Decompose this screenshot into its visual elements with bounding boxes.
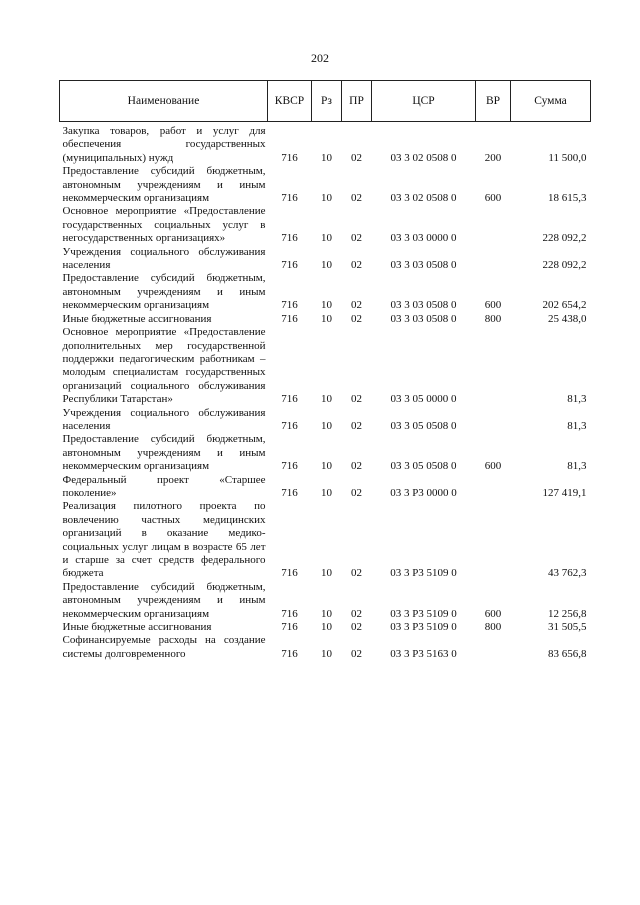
row-pr: 02 [351,647,362,660]
row-vr: 600 [484,192,502,205]
row-sum: 11 500,0 [548,151,587,164]
row-pr: 02 [351,312,362,325]
row-name: Предоставление субсидий бюджетным, автономным учреждениям и иным некоммерческим организациям [62,272,266,312]
row-rz: 10 [321,460,332,473]
row-kvsr: 716 [281,299,298,312]
row-name: Предоставление субсидий бюджетным, автономным учреждениям и иным некоммерческим организациям [62,433,266,473]
row-pr: 02 [351,607,362,620]
row-sum: 31 505,5 [548,621,587,634]
row-kvsr: 716 [281,259,298,272]
row-rz: 10 [321,621,332,634]
row-name: Учреждения социального обслуживания населения [62,406,266,432]
table-row [60,621,591,634]
row-csr: 03 3 05 0508 0 [390,419,457,432]
table-row [60,246,591,273]
row-pr: 02 [351,259,362,272]
row-vr [476,407,511,434]
row-sum: 25 438,0 [548,312,587,325]
table-row [60,326,591,406]
row-csr: 03 3 05 0508 0 [390,460,457,473]
row-csr: 03 3 Р3 5163 0 [390,647,457,660]
row-pr: 02 [351,151,362,164]
row-vr: 600 [484,607,502,620]
row-kvsr: 716 [281,460,298,473]
row-pr: 02 [351,486,362,499]
budget-table [59,80,591,661]
row-vr [476,500,511,580]
row-rz: 10 [321,151,332,164]
row-csr: 03 3 03 0508 0 [390,312,457,325]
table-row [60,122,591,166]
row-rz: 10 [321,567,332,580]
row-kvsr: 716 [281,312,298,325]
row-vr [476,205,511,245]
row-rz: 10 [321,647,332,660]
table-row [60,407,591,434]
row-vr: 600 [484,460,502,473]
row-rz: 10 [321,232,332,245]
row-rz: 10 [321,259,332,272]
row-pr: 02 [351,621,362,634]
row-rz: 10 [321,486,332,499]
table-row [60,433,591,473]
row-kvsr: 716 [281,607,298,620]
row-kvsr: 716 [281,192,298,205]
row-sum: 43 762,3 [548,567,587,580]
row-kvsr: 716 [281,486,298,499]
row-name: Закупка товаров, работ и услуг для обеспечения государственных (муниципальных) нужд [62,125,266,164]
row-name: Предоставление субсидий бюджетным, автономным учреждениям и иным некоммерческим организациям [62,165,266,205]
row-kvsr: 716 [281,232,298,245]
row-sum: 202 654,2 [542,299,587,312]
page-number: 202 [311,51,329,65]
row-vr [476,474,511,501]
row-name: Реализация пилотного проекта по вовлечению частных медицинских организаций в оказание медико-социальных услуг лицам в возрасте 65 лет и старше за счет средств федерального бюджета [62,500,266,580]
table-row [60,272,591,312]
row-name: Предоставление субсидий бюджетным, автономным учреждениям и иным некоммерческим организациям [62,580,266,620]
row-kvsr: 716 [281,567,298,580]
table-row [60,474,591,501]
header-vr: ВР [476,81,511,122]
row-sum: 18 615,3 [548,192,587,205]
header-kvsr: КВСР [268,81,312,122]
row-sum: 81,3 [567,460,587,473]
row-name: Учреждения социального обслуживания населения [62,245,266,272]
row-sum: 12 256,8 [548,607,587,620]
row-sum: 81,3 [567,419,587,432]
row-vr [476,634,511,661]
row-kvsr: 716 [281,419,298,432]
header-sum: Сумма [511,81,591,122]
header-name: Наименование [60,81,268,122]
row-pr: 02 [351,232,362,245]
row-csr: 03 3 Р3 5109 0 [390,607,457,620]
table-row [60,581,591,621]
row-kvsr: 716 [281,151,298,164]
row-vr [476,326,511,406]
row-name: Иные бюджетные ассигнования [62,312,212,325]
row-name: Федеральный проект «Старшее поколение» [62,473,266,499]
row-pr: 02 [351,393,362,406]
row-csr: 03 3 03 0000 0 [390,232,457,245]
row-pr: 02 [351,460,362,473]
row-rz: 10 [321,192,332,205]
row-csr: 03 3 Р3 5109 0 [390,621,457,634]
table-row [60,165,591,205]
header-pr: ПР [342,81,372,122]
row-sum: 127 419,1 [542,486,587,499]
row-pr: 02 [351,299,362,312]
row-csr: 03 3 03 0508 0 [390,299,457,312]
row-kvsr: 716 [281,393,298,406]
table-row [60,313,591,326]
table-row [60,634,591,661]
table-row [60,500,591,580]
row-vr [476,246,511,273]
row-rz: 10 [321,312,332,325]
row-rz: 10 [321,607,332,620]
row-name: Софинансируемые расходы на создание системы долговременного [62,634,266,660]
row-sum: 83 656,8 [548,647,587,660]
row-vr: 600 [484,299,502,312]
table-row [60,205,591,245]
row-vr: 800 [484,312,502,325]
row-csr: 03 3 Р3 0000 0 [390,486,457,499]
row-csr: 03 3 02 0508 0 [390,192,457,205]
row-pr: 02 [351,192,362,205]
row-sum: 81,3 [567,393,587,406]
row-kvsr: 716 [281,621,298,634]
row-csr: 03 3 02 0508 0 [390,151,457,164]
row-csr: 03 3 05 0000 0 [390,393,457,406]
row-pr: 02 [351,567,362,580]
row-kvsr: 716 [281,647,298,660]
header-rz: Рз [312,81,342,122]
row-rz: 10 [321,393,332,406]
row-vr: 800 [484,621,502,634]
row-vr: 200 [484,151,502,164]
row-pr: 02 [351,419,362,432]
row-name: Основное мероприятие «Предоставление дополнительных мер государственной поддержки педагогическим работникам – молодым специалистам государственных организаций социального обслуживания Республики Татарстан» [62,326,266,406]
header-csr: ЦСР [372,81,476,122]
row-name: Иные бюджетные ассигнования [62,621,212,634]
row-name: Основное мероприятие «Предоставление государственных социальных услуг в негосударственных организациях» [62,205,266,245]
row-csr: 03 3 Р3 5109 0 [390,567,457,580]
row-rz: 10 [321,419,332,432]
row-rz: 10 [321,299,332,312]
row-sum: 228 092,2 [542,232,587,245]
row-sum: 228 092,2 [542,259,587,272]
table-header-row [60,81,591,122]
row-csr: 03 3 03 0508 0 [390,259,457,272]
